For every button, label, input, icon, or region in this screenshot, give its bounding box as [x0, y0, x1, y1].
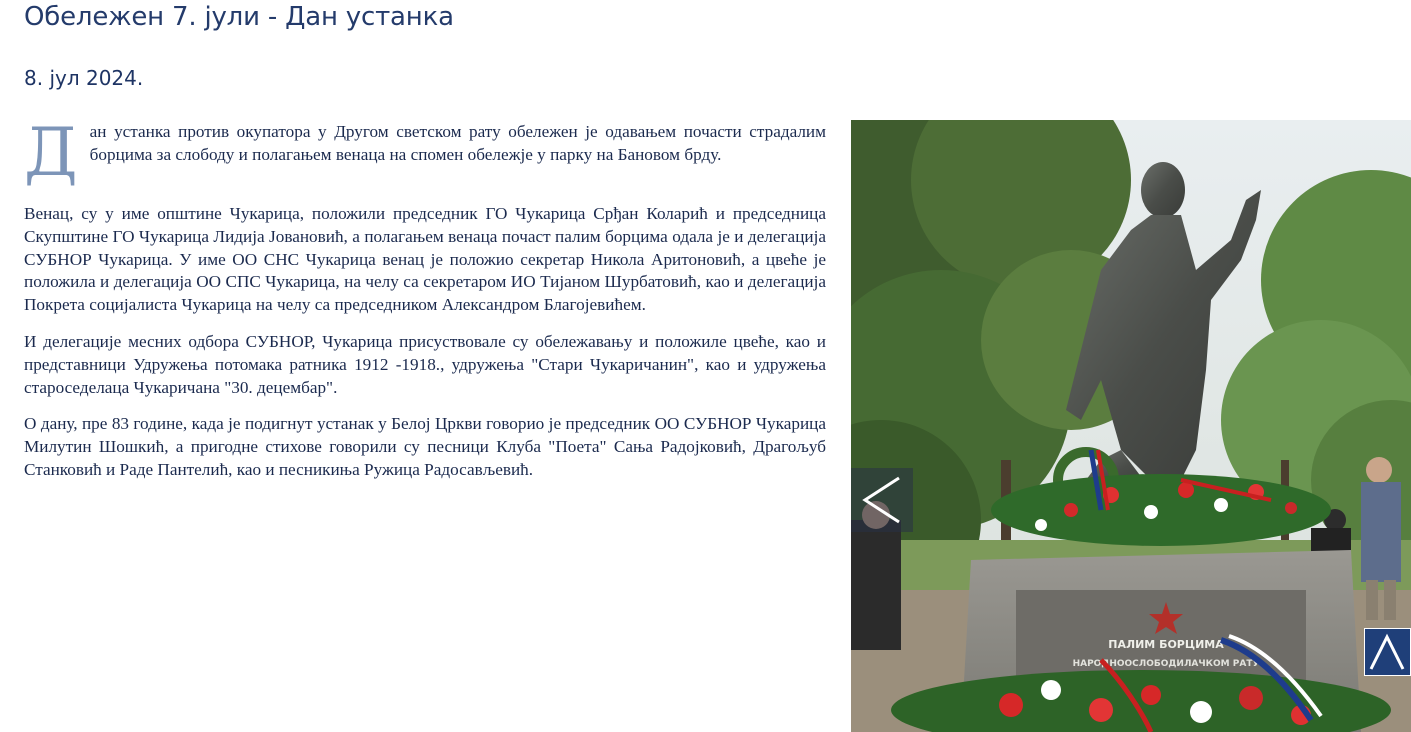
article-body	[24, 114, 826, 496]
article-photo	[851, 120, 1411, 732]
article-date: 8. јул 2024.	[24, 66, 144, 90]
article-paragraph	[24, 114, 826, 191]
plaque-text: НАРОДНООСЛОБОДИЛАЧКОМ РАТУ	[1072, 659, 1260, 669]
chevron-up-icon	[1365, 629, 1410, 675]
page-title: Обележен 7. јули - Дан устанка	[24, 2, 454, 32]
monument-photo	[851, 120, 1411, 732]
article-paragraph: О дану, пре 83 године, када је подигнут устанак у Белој Цркви говорио је председник ОО СУБНОР Чукарица Милутин Шошкић, а пригодне стихове говорили су песници Клуба "Поета" Сања Радојковић, Драгољуб Станковић и Раде Пантелић, као и песникиња Ружица Радосављевић.	[24, 414, 826, 479]
article-paragraph: И делегације месних одбора СУБНОР, Чукарица присуствовале су обележавању и положиле цвеће, као и представници Удружења потомака ратника 1912 -1918., удружења "Стари Чукаричанин", као и удружења староседелаца Чукаричана "30. децембар".	[24, 331, 826, 397]
plaque-text: ПАЛИМ БОРЦИМА	[1108, 638, 1224, 651]
scroll-to-top-button[interactable]	[1364, 628, 1411, 676]
gallery-prev-button[interactable]	[851, 468, 913, 532]
dropcap-letter: Д	[24, 114, 78, 191]
paragraph-text: ан устанка против окупатора у Другом светском рату обележен је одавањем почасти страдалим борцима за слободу и полагањем венаца на спомен обележје у парку на Бановом брду.	[89, 122, 826, 164]
chevron-left-icon	[851, 468, 913, 532]
article-paragraph: Венац, су у име општине Чукарица, положили председник ГО Чукарица Срђан Коларић и председница Скупштине ГО Чукарица Лидија Јовановић, а полагањем венаца почаст палим борцима одала је и делегација СУБНОР Чукарица. У име ОО СНС Чукарица венац је положио секретар Никола Аритоновић, а цвеће је положила и делегација ОО СПС Чукарица, на челу са секретаром ИО Тијаном Шурбатовић, као и делегација Покрета социјалиста Чукарица на челу са председником Александром Благојевићем.	[24, 204, 826, 315]
